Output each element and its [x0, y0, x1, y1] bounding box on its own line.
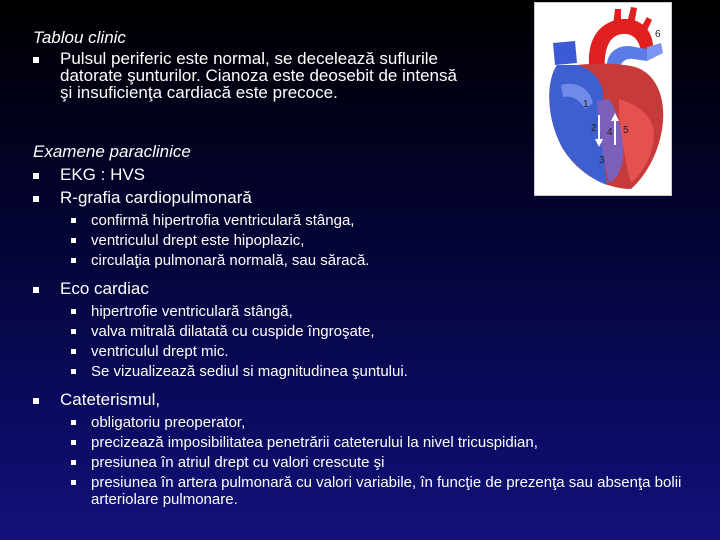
list-item: hipertrofie ventriculară stângă, — [33, 303, 703, 320]
list-item: obligatoriu preoperator, — [33, 414, 703, 431]
clinical-heading: Tablou clinic — [33, 28, 126, 47]
bullet-square — [33, 287, 39, 293]
echo-item — [33, 280, 703, 297]
diagram-label-2: 2 — [591, 123, 597, 134]
bullet-square — [33, 398, 39, 404]
diagram-label-3: 3 — [599, 155, 605, 166]
clinical-section — [33, 28, 533, 101]
vena-cava-shape — [553, 41, 577, 65]
bullet-square — [71, 420, 76, 425]
cath-label: Cateterismul, — [60, 390, 161, 409]
echo-label: Eco cardiac — [60, 279, 149, 298]
list-item: precizează imposibilitatea penetrării cateterului la nivel tricuspidian, — [33, 434, 703, 451]
aortic-branch-shape — [613, 9, 621, 25]
diagram-label-4: 4 — [607, 127, 613, 138]
paraclinic-heading: Examene paraclinice — [33, 142, 191, 161]
bullet-square — [33, 57, 39, 63]
bullet-square — [33, 173, 39, 179]
bullet-square — [71, 480, 76, 485]
list-item: Se vizualizează sediul si magnitudinea şuntului. — [33, 363, 703, 380]
diagram-label-5: 5 — [623, 125, 629, 136]
clinical-text-line2: datorate şunturilor. Cianoza este deosebit de intensă — [60, 66, 457, 85]
bullet-square — [71, 238, 76, 243]
cath-item — [33, 391, 703, 408]
rx-list — [33, 212, 703, 269]
list-item: confirmă hipertrofia ventriculară stânga, — [33, 212, 703, 229]
heart-illustration — [535, 3, 671, 195]
bullet-square — [71, 218, 76, 223]
list-item: presiunea în artera pulmonară cu valori variabile, în funcţie de prezenţa sau absenţa bolii arteriolare pulmonare. — [33, 474, 703, 508]
clinical-text-line1: Pulsul periferic este normal, se decelează suflurile — [60, 49, 438, 68]
ekg-label: EKG : HVS — [60, 165, 146, 184]
echo-list — [33, 303, 703, 380]
list-item: presiunea în atriul drept cu valori crescute şi — [33, 454, 703, 471]
bullet-square — [33, 196, 39, 202]
cath-list — [33, 414, 703, 508]
bullet-square — [71, 440, 76, 445]
list-item: ventriculul drept mic. — [33, 343, 703, 360]
diagram-label-6: 6 — [655, 29, 661, 40]
bullet-square — [71, 329, 76, 334]
list-item: valva mitrală dilatată cu cuspide îngroşate, — [33, 323, 703, 340]
list-item: ventriculul drept este hipoplazic, — [33, 232, 703, 249]
paraclinic-section — [33, 142, 703, 508]
bullet-square — [71, 309, 76, 314]
heart-diagram — [534, 2, 672, 196]
bullet-square — [71, 460, 76, 465]
rx-label: R-grafia cardiopulmonară — [60, 188, 252, 207]
list-item: circulaţia pulmonară normală, sau săracă. — [33, 252, 703, 269]
bullet-square — [71, 258, 76, 263]
clinical-bullet — [33, 50, 533, 101]
bullet-square — [71, 369, 76, 374]
bullet-square — [71, 349, 76, 354]
diagram-label-1: 1 — [583, 99, 589, 110]
clinical-text-line3: şi insuficienţa cardiacă este precoce. — [60, 83, 338, 102]
